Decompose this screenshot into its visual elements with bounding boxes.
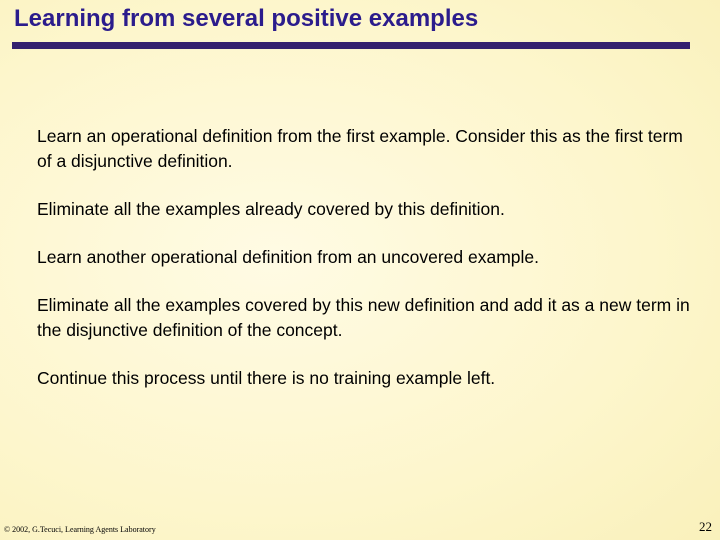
- paragraph-eliminate-add-term: Eliminate all the examples covered by this new definition and add it as a new term in the disjunctive definition of the concept.: [37, 295, 690, 340]
- paragraph-eliminate-covered: Eliminate all the examples already covered by this definition.: [37, 199, 505, 219]
- title-underline: [12, 42, 690, 49]
- paragraph-learn-first: Learn an operational definition from the first example. Consider this as the first term of a disjunctive definition.: [37, 126, 683, 171]
- page-number: 22: [699, 519, 712, 534]
- paragraph-learn-another: Learn another operational definition from an uncovered example.: [37, 247, 539, 267]
- copyright-footer: © 2002, G.Tecuci, Learning Agents Laboratory: [4, 525, 156, 534]
- slide-title: Learning from several positive examples: [14, 5, 479, 32]
- slide-body: [37, 124, 697, 414]
- paragraph-continue: Continue this process until there is no training example left.: [37, 368, 496, 388]
